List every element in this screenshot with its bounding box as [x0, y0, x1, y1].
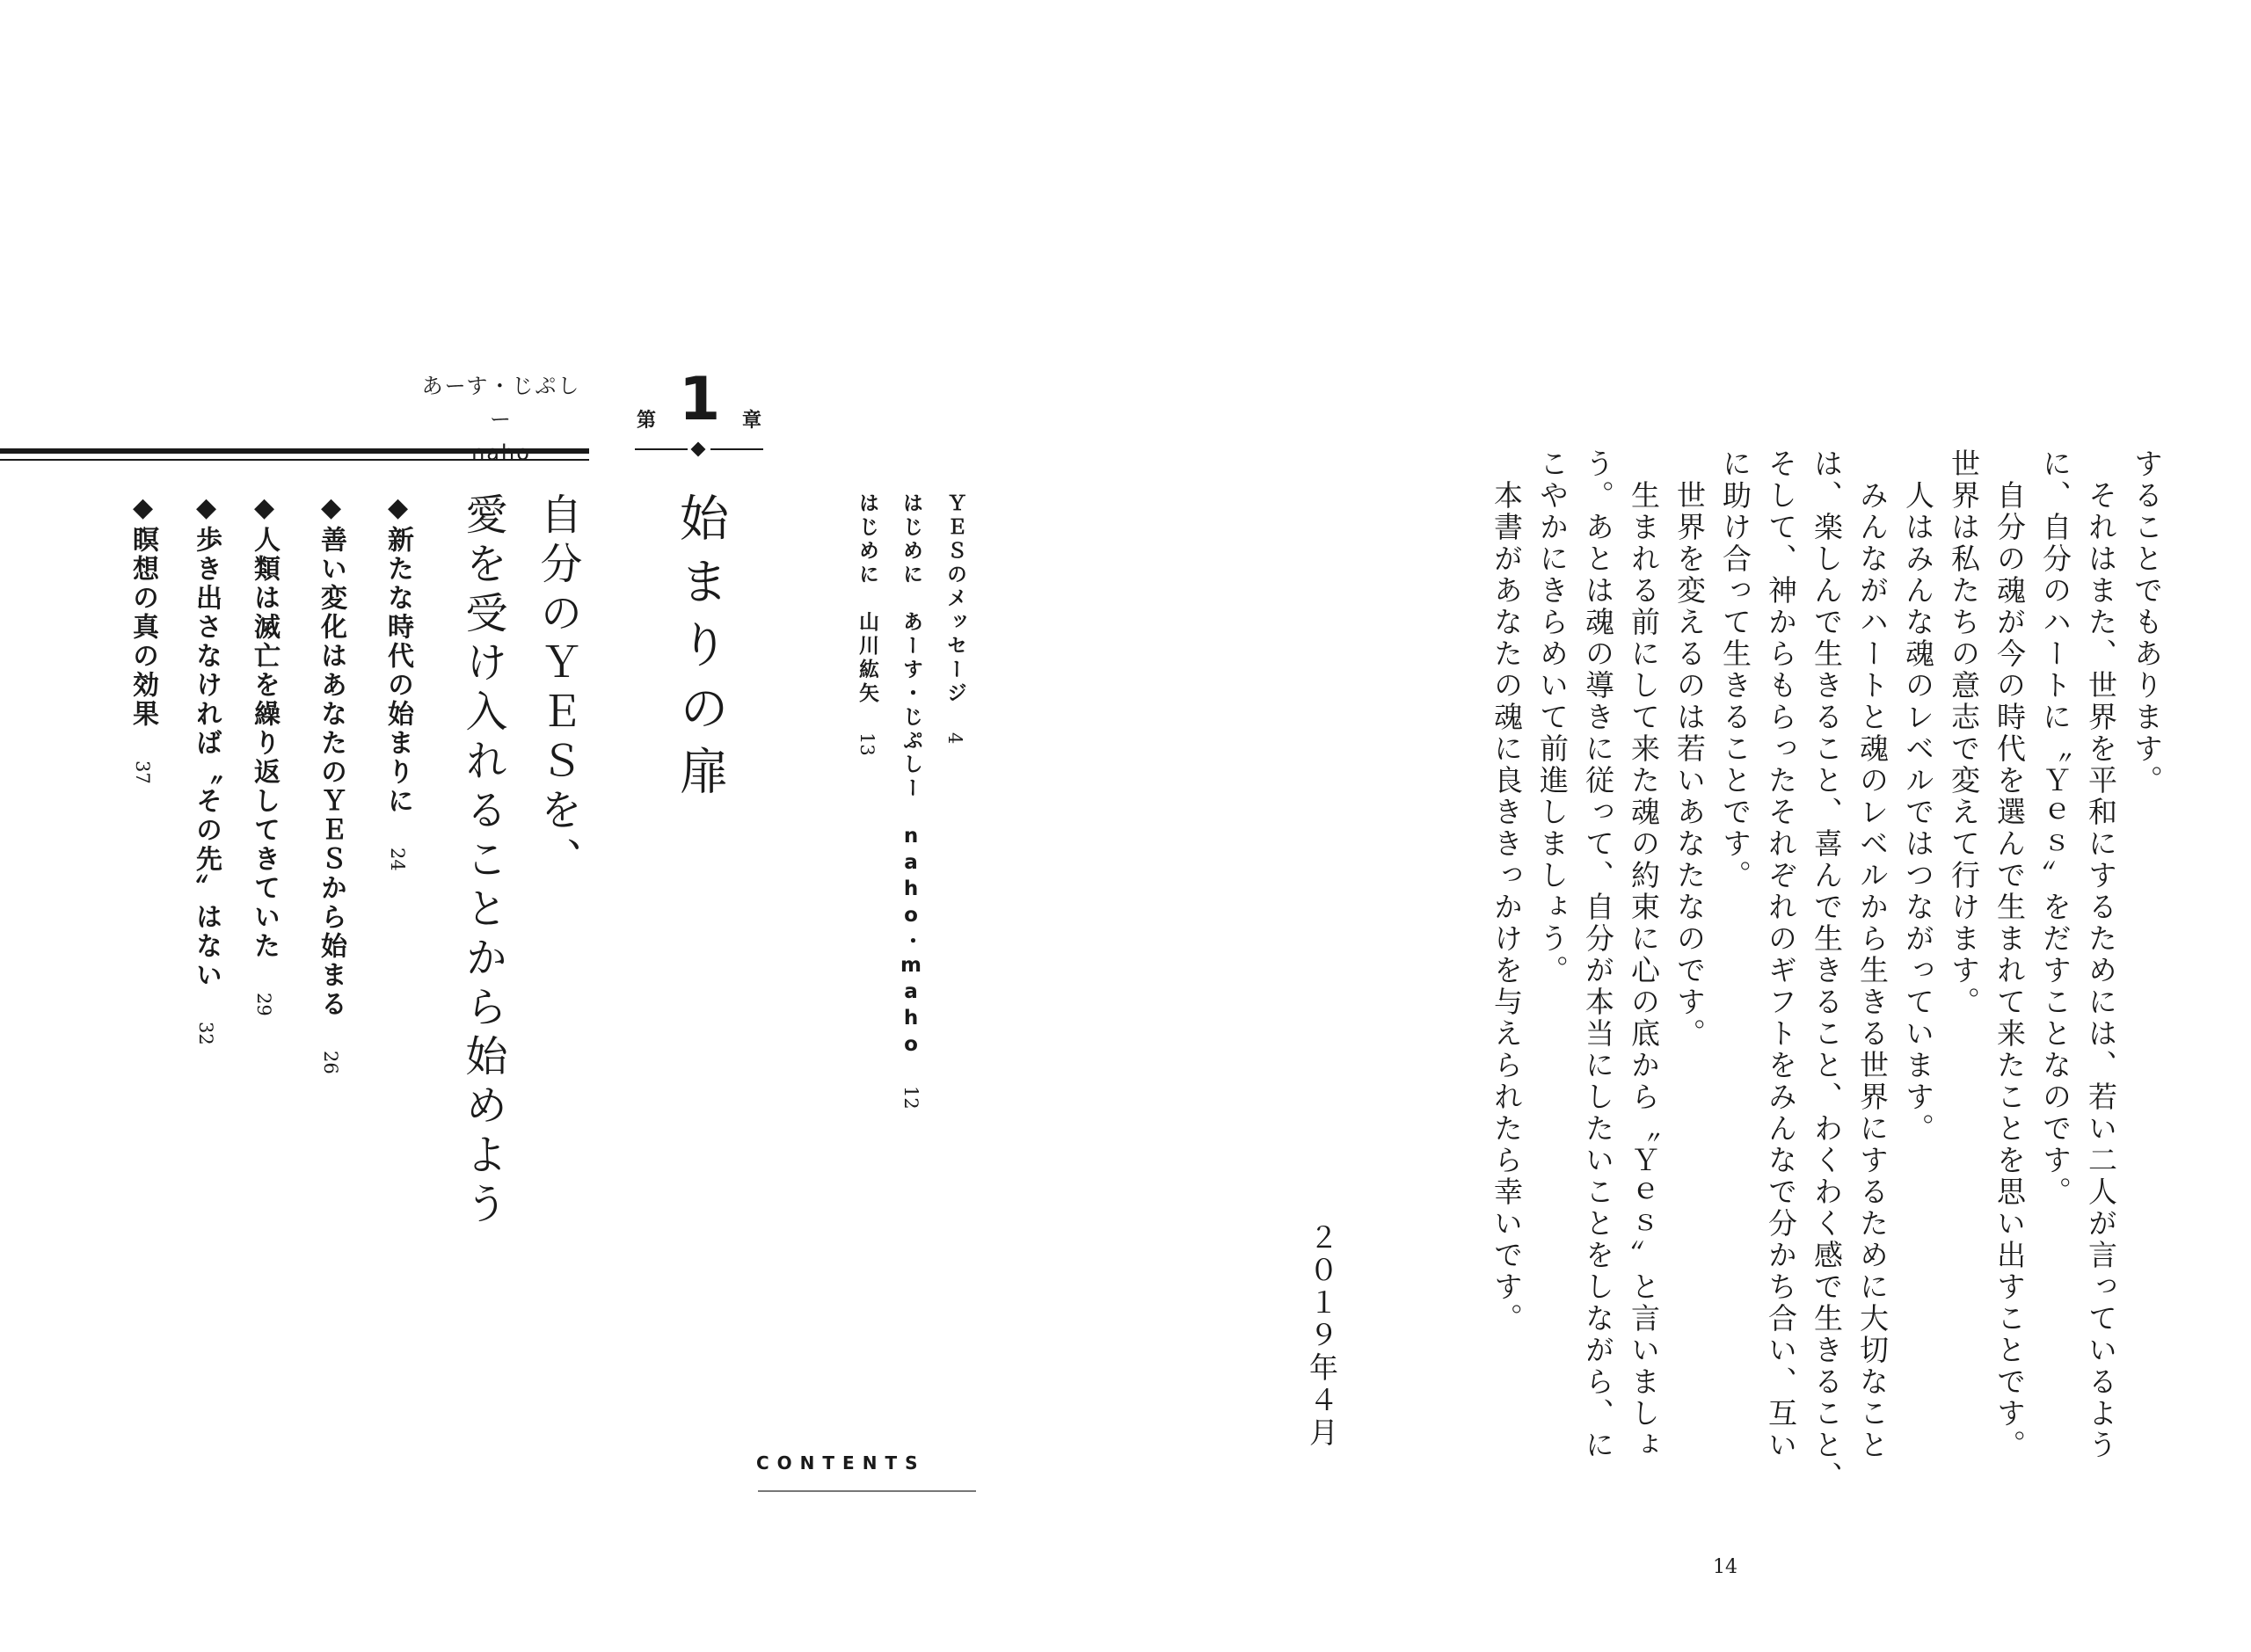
bullet-diamond-icon: ◆: [191, 492, 222, 526]
toc-entry-page: 24: [387, 848, 408, 871]
toc-entry-title: 善い変化はあなたのＹＥＳから始まる: [316, 526, 346, 1019]
front-matter-title: ＹＥＳのメッセージ: [943, 492, 966, 706]
chapter-number: 1: [679, 365, 721, 434]
body-column: 世界は私たちの意志で変えて行けます。: [1947, 448, 1981, 1018]
chapter-badge: [633, 365, 765, 462]
toc-entry-title: 歩き出さなければ〝その先〟はない: [191, 526, 222, 990]
diamond-ornament-icon: [691, 442, 706, 457]
front-matter-entry[interactable]: [853, 492, 882, 756]
body-column: に助け合って生きることです。: [1718, 448, 1752, 891]
front-matter-entry[interactable]: [897, 492, 926, 1110]
chapter-subtitle-line-2: 愛を受け入れることから始めよう: [458, 492, 507, 1231]
front-matter-title: はじめに 山川紘矢: [856, 492, 878, 706]
body-column: そして、神からもらったそれぞれのギフトをみんなで分かち合い、互い: [1764, 448, 1798, 1461]
body-column: みんながハートと魂のレベルから生きる世界にするために大切なこと: [1855, 448, 1890, 1461]
body-column: 本書があなたの魂に良ききっかけを与えられたら幸いです。: [1490, 448, 1524, 1335]
body-column: う。あとは魂の導きに従って、自分が本当にしたいことをしながら、に: [1581, 448, 1615, 1461]
toc-entry[interactable]: [378, 492, 417, 871]
chapter-rule-right: [710, 448, 763, 450]
header-rule-thin: [0, 459, 589, 461]
toc-entry[interactable]: [311, 492, 350, 1074]
body-column: こやかにきらめいて前進しましょう。: [1535, 448, 1570, 986]
toc-entry-page: 32: [195, 1022, 216, 1045]
toc-entry-page: 29: [253, 993, 274, 1016]
toc-entry-title: 新たな時代の始まりに: [382, 526, 413, 816]
text-page: [1126, 0, 2251, 1652]
contents-label: CONTENTS: [756, 1452, 926, 1474]
front-matter-entry[interactable]: [941, 492, 970, 744]
page-number: 14: [1713, 1556, 1737, 1578]
toc-entry-title: 人類は滅亡を繰り返してきていた: [249, 526, 280, 961]
toc-entry[interactable]: [123, 492, 162, 784]
toc-entry[interactable]: [186, 492, 225, 1045]
chapter-prefix: 第: [637, 410, 657, 432]
body-column: 生まれる前にして来た魂の約束に心の底から〝Ｙｅｓ〟と言いましょ: [1627, 448, 1661, 1461]
header-rule-thick: [0, 448, 589, 454]
chapter-rule-left: [635, 448, 688, 450]
chapter-suffix: 章: [741, 410, 761, 432]
chapter-subtitle-line-1: 自分のＹＥＳを、: [533, 492, 582, 886]
body-column: それはまた、世界を平和にするためには、若い二人が言っているよう: [2084, 448, 2118, 1461]
author-name-1: あーす・じぷしー: [421, 374, 581, 432]
chapter-title: 始まりの扉: [672, 492, 729, 809]
front-matter-page: 12: [900, 1086, 922, 1110]
bullet-diamond-icon: ◆: [316, 492, 346, 526]
bullet-diamond-icon: ◆: [127, 492, 158, 526]
body-column: 人はみんな魂のレベルではつながっています。: [1901, 448, 1935, 1145]
date-line: ２０１９年４月: [1305, 1222, 1339, 1450]
front-matter-title: はじめに あーす・じぷしー naho・maho: [900, 492, 922, 1059]
body-column: 自分の魂が今の時代を選んで生まれて来たことを思い出すことです。: [1992, 448, 2027, 1461]
toc-entry[interactable]: [244, 492, 283, 1016]
author-credit: [413, 369, 589, 469]
toc-entry-page: 37: [132, 761, 153, 784]
body-column: に、自分のハートに〝Ｙｅｓ〟をだすことなのです。: [2038, 448, 2073, 1208]
body-column: することでもあります。: [2130, 448, 2164, 797]
toc-entry-title: 瞑想の真の効果: [127, 526, 158, 729]
toc-entry-page: 26: [320, 1051, 341, 1074]
body-column: 世界を変えるのは若いあなたなのです。: [1672, 448, 1707, 1050]
bullet-diamond-icon: ◆: [382, 492, 413, 526]
front-matter-page: 13: [856, 732, 878, 756]
bullet-diamond-icon: ◆: [249, 492, 280, 526]
body-column: は、楽しんで生きること、喜んで生きること、わくわく感で生きること、: [1810, 448, 1844, 1493]
front-matter-page: 4: [944, 732, 965, 745]
contents-underline: [758, 1490, 976, 1492]
